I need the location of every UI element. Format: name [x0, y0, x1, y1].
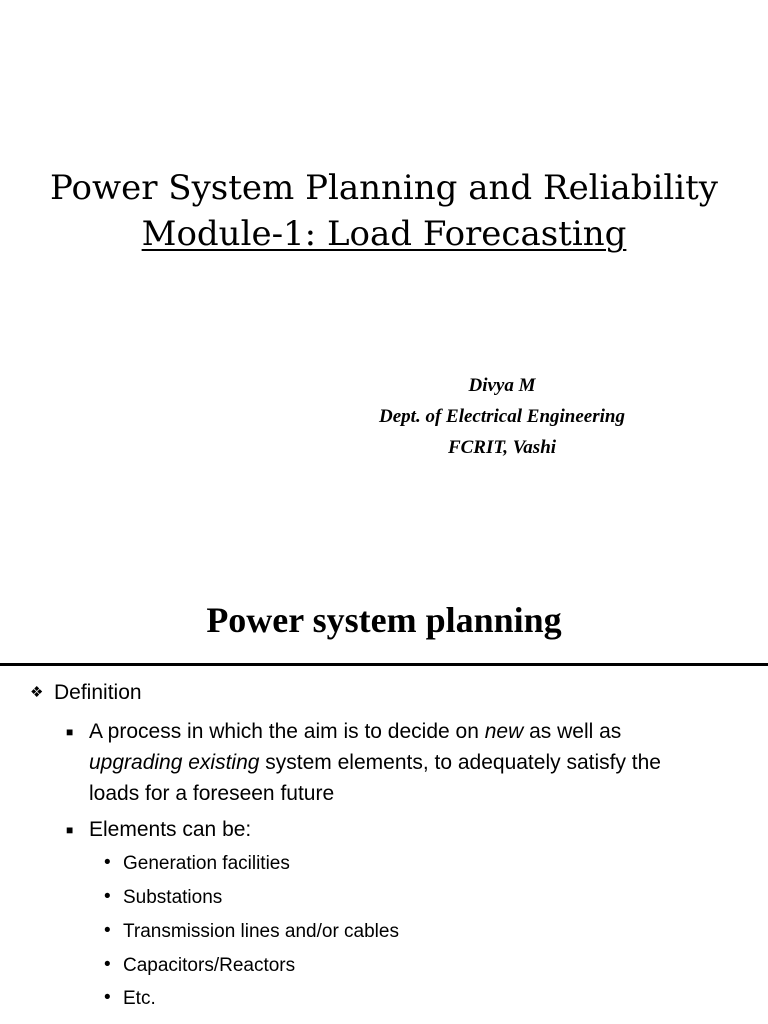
- square-bullet-icon: ■: [66, 823, 74, 837]
- divider: [0, 663, 768, 666]
- dot-bullet-icon: •: [104, 852, 111, 873]
- author-block: [360, 370, 644, 463]
- list-item: Capacitors/Reactors: [123, 955, 296, 976]
- slide-subtitle: [0, 212, 768, 256]
- slide-title: Power System Planning and Reliability: [50, 168, 718, 208]
- definition-heading: [30, 678, 142, 708]
- square-bullet-icon: ■: [66, 725, 74, 739]
- list-item: Etc.: [123, 988, 156, 1009]
- list-item: Substations: [123, 887, 223, 908]
- subtitle-text: Module-1: Load Forecasting: [141, 214, 627, 254]
- dot-bullet-icon: •: [104, 987, 111, 1008]
- dot-bullet-icon: •: [104, 954, 111, 975]
- definition-text-part: loads for a foreseen future: [89, 782, 335, 805]
- definition-text: [89, 716, 749, 809]
- emphasis-upgrading: upgrading existing: [89, 751, 260, 774]
- list-item: Transmission lines and/or cables: [123, 921, 399, 942]
- definition-text-part: A process in which the aim is to decide on: [89, 720, 485, 743]
- definition-text-part: as well as: [523, 720, 622, 743]
- emphasis-new: new: [484, 720, 524, 743]
- author-name: Divya M: [468, 375, 536, 396]
- definition-text-part: system elements, to adequately satisfy the: [259, 751, 661, 774]
- diamond-bullet-icon: ❖: [30, 684, 44, 701]
- author-institution: FCRIT, Vashi: [447, 437, 557, 458]
- author-department: Dept. of Electrical Engineering: [379, 406, 625, 427]
- definition-label: Definition: [54, 681, 142, 704]
- dot-bullet-icon: •: [104, 920, 111, 941]
- elements-label: Elements can be:: [89, 818, 252, 841]
- list-item: Generation facilities: [123, 853, 290, 874]
- dot-bullet-icon: •: [104, 886, 111, 907]
- section-title: Power system planning: [206, 600, 562, 640]
